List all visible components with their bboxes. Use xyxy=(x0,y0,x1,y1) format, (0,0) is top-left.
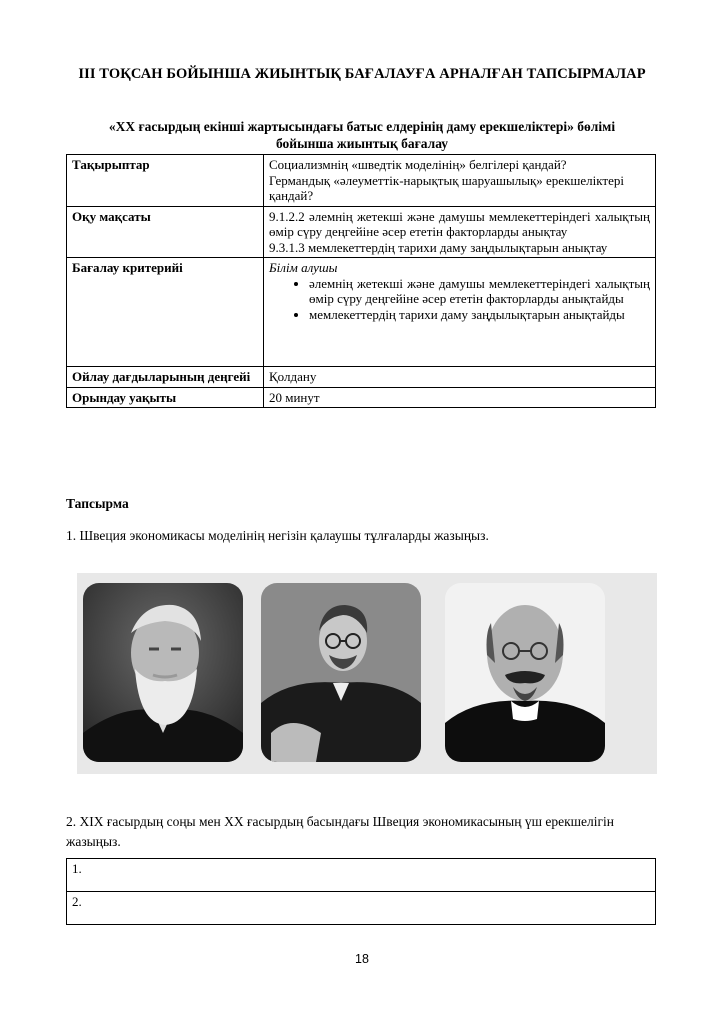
portrait-photo-2 xyxy=(261,583,421,762)
topic-2: Германдық «әлеуметтік-нарықтық шаруашылық» ерекшеліктері қандай? xyxy=(269,172,624,203)
thinking-level-value: Қолдану xyxy=(264,367,656,388)
criteria-intro: Білім алушы xyxy=(269,260,338,275)
criteria-label: Бағалау критерийі xyxy=(67,258,264,367)
objectives-value xyxy=(264,206,656,258)
topics-label: Тақырыптар xyxy=(67,155,264,207)
criterion-1: • әлемнің жетекші және дамушы мемлекеттеріндегі халықтың өмір сүру деңгейіне әсер ететін факторларды анықтайды xyxy=(309,276,650,307)
portrait-photo-3 xyxy=(445,583,605,762)
time-label: Орындау уақыты xyxy=(67,387,264,408)
answer-field-1[interactable]: 1. xyxy=(67,859,656,892)
assessment-info-table xyxy=(66,154,656,408)
thinking-level-label: Ойлау дағдыларының деңгейі xyxy=(67,367,264,388)
portrait-photo-1 xyxy=(83,583,243,762)
table-row xyxy=(67,367,656,388)
answer-field-2[interactable]: 2. xyxy=(67,892,656,925)
question-2: 2. ХІХ ғасырдың соңы мен ХХ ғасырдың басындағы Швеция экономикасының үш ерекшелігін жазыңыз. xyxy=(66,814,615,849)
table-row xyxy=(67,258,656,367)
table-row xyxy=(67,387,656,408)
subtitle-line-1: «ХХ ғасырдың екінші жартысындағы батыс елдерінің даму ерекшеліктері» бөлімі xyxy=(108,119,616,134)
table-row xyxy=(67,892,656,925)
objective-1: 9.1.2.2 әлемнің жетекші және дамушы мемлекеттеріндегі халықтың өмір сүру деңгейіне әсер ететін факторларды анықтау xyxy=(269,208,650,239)
question-1: 1. Швеция экономикасы моделінің негізін қалаушы тұлғаларды жазыңыз. xyxy=(66,528,489,543)
answer-table xyxy=(66,858,656,925)
page-title: ІІІ ТОҚСАН БОЙЫНША ЖИЫНТЫҚ БАҒАЛАУҒА АРНАЛҒАН ТАПСЫРМАЛАР xyxy=(78,66,646,82)
table-row xyxy=(67,155,656,207)
criteria-value xyxy=(264,258,656,367)
task-heading: Тапсырма xyxy=(66,496,129,511)
page-number: 18 xyxy=(355,952,369,966)
topics-value xyxy=(264,155,656,207)
criterion-2: • мемлекеттердің тарихи даму заңдылықтарын анықтайды xyxy=(309,307,650,323)
table-row xyxy=(67,206,656,258)
criteria-list xyxy=(269,276,650,323)
table-row xyxy=(67,859,656,892)
subtitle-line-2: бойынша жиынтық бағалау xyxy=(275,136,449,151)
section-subtitle xyxy=(60,118,664,152)
topic-1: Социализмнің «шведтік моделінің» белгілері қандай? xyxy=(269,157,567,172)
portraits-strip xyxy=(77,573,657,774)
objective-2: 9.3.1.3 мемлекеттердің тарихи даму заңдылықтарын анықтау xyxy=(269,239,608,255)
objectives-label: Оқу мақсаты xyxy=(67,206,264,258)
time-value: 20 минут xyxy=(264,387,656,408)
